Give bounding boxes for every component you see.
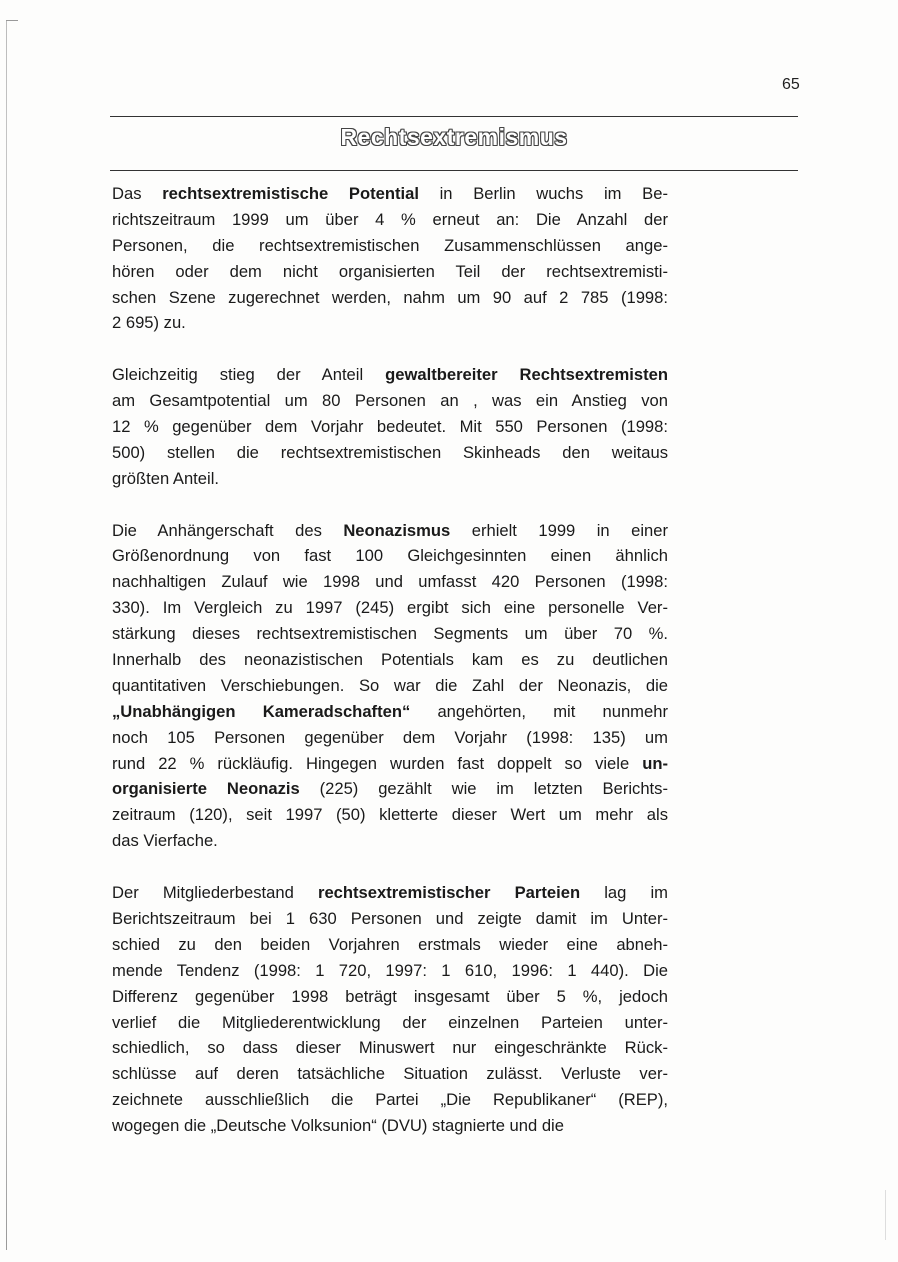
scan-corner-mark <box>6 20 18 21</box>
paragraph <box>112 518 668 855</box>
text-line <box>112 725 668 751</box>
text-segment: schlüsse auf deren tatsächliche Situation zulässt. Verluste ver- <box>112 1064 668 1084</box>
text-segment: stärkung dieses rechtsextremistischen Segments um über 70 %. <box>112 624 668 644</box>
text-line <box>112 984 668 1010</box>
text-line <box>112 569 668 595</box>
header-rule-top <box>110 116 798 117</box>
text-line <box>112 233 668 259</box>
bold-term: rechtsextremistischer Parteien <box>317 883 581 903</box>
header-rule-bottom <box>110 170 798 171</box>
text-segment: zeitraum (120), seit 1997 (50) kletterte dieser Wert um mehr als <box>112 805 668 825</box>
text-segment: angehörten, mit nunmehr <box>410 701 668 721</box>
text-line <box>112 932 668 958</box>
text-segment: rund 22 % rückläufig. Hingegen wurden fast doppelt so viele <box>112 753 643 773</box>
text-line <box>112 285 668 311</box>
text-segment: in Berlin wuchs im Be- <box>418 184 668 203</box>
text-line <box>112 673 668 699</box>
text-segment: zeichnete ausschließlich die Partei „Die Republikaner“ (REP), <box>112 1090 668 1110</box>
text-segment: wogegen die „Deutsche Volksunion“ (DVU) stagnierte und die <box>112 1116 564 1136</box>
text-line <box>112 699 668 725</box>
text-line <box>112 958 668 984</box>
text-segment: mende Tendenz (1998: 1 720, 1997: 1 610, 1996: 1 440). Die <box>112 960 668 980</box>
text-line <box>112 1113 668 1139</box>
text-line <box>112 1061 668 1087</box>
text-segment: Die Anhängerschaft des <box>112 520 344 540</box>
text-segment: schied zu den beiden Vorjahren erstmals wieder eine abneh- <box>112 934 668 954</box>
text-line <box>112 828 668 854</box>
paragraph <box>112 362 668 491</box>
scan-edge-right <box>885 1190 886 1240</box>
text-segment: Gleichzeitig stieg der Anteil <box>112 365 386 385</box>
text-segment: Größenordnung von fast 100 Gleichgesinnten einen ähnlich <box>112 546 668 566</box>
text-segment: richtszeitraum 1999 um über 4 % erneut an: Die Anzahl der <box>112 209 668 229</box>
text-line <box>112 880 668 906</box>
text-segment: 330). Im Vergleich zu 1997 (245) ergibt sich eine personelle Ver- <box>112 598 668 618</box>
text-segment: Innerhalb des neonazistischen Potentials kam es zu deutlichen <box>112 650 668 670</box>
scan-edge-left <box>6 20 7 1250</box>
text-segment: das Vierfache. <box>112 831 218 851</box>
text-segment: nachhaltigen Zulauf wie 1998 und umfasst 420 Personen (1998: <box>112 572 668 592</box>
bold-term: „Unabhängigen Kameradschaften“ <box>112 701 411 721</box>
bold-term: Neonazismus <box>343 520 451 540</box>
text-segment: (225) gezählt wie im letzten Berichts- <box>299 779 668 799</box>
text-line <box>112 1035 668 1061</box>
text-line <box>112 802 668 828</box>
text-line <box>112 776 668 802</box>
text-line <box>112 362 668 388</box>
text-line <box>112 751 668 777</box>
text-segment: 12 % gegenüber dem Vorjahr bedeutet. Mit 550 Personen (1998: <box>112 417 668 437</box>
page-number: 65 <box>782 76 800 93</box>
text-segment: am Gesamtpotential um 80 Personen an , was ein Anstieg von <box>112 391 668 411</box>
text-segment: 500) stellen die rechtsextremistischen Skinheads den weitaus <box>112 442 668 462</box>
text-line <box>112 647 668 673</box>
text-line <box>112 414 668 440</box>
text-segment: Differenz gegenüber 1998 beträgt insgesamt über 5 %, jedoch <box>112 986 668 1006</box>
text-segment: Berichtszeitraum bei 1 630 Personen und zeigte damit im Unter- <box>112 908 668 928</box>
text-segment: noch 105 Personen gegenüber dem Vorjahr (1998: 135) um <box>112 727 668 747</box>
text-line <box>112 906 668 932</box>
text-segment: Der Mitgliederbestand <box>112 883 318 903</box>
text-line <box>112 466 668 492</box>
text-line <box>112 543 668 569</box>
bold-term: rechtsextremistische Potential <box>162 184 419 203</box>
text-segment: quantitativen Verschiebungen. So war die Zahl der Neonazis, die <box>112 675 668 695</box>
text-segment: Das <box>112 184 163 203</box>
text-segment: schen Szene zugerechnet werden, nahm um 90 auf 2 785 (1998: <box>112 287 668 307</box>
text-line <box>112 207 668 233</box>
paragraph <box>112 181 668 336</box>
text-segment: erhielt 1999 in einer <box>450 520 668 540</box>
paragraph <box>112 880 668 1139</box>
text-line <box>112 181 668 207</box>
text-segment: hören oder dem nicht organisierten Teil der rechtsextremisti- <box>112 261 668 281</box>
text-line <box>112 310 668 336</box>
bold-term: gewaltbereiter Rechtsextremisten <box>385 365 668 385</box>
text-line <box>112 518 668 544</box>
text-line <box>112 1010 668 1036</box>
text-segment: 2 695) zu. <box>112 313 186 333</box>
text-line <box>112 388 668 414</box>
bold-term: un- <box>642 753 668 773</box>
text-segment: lag im <box>580 883 668 903</box>
text-segment: größten Anteil. <box>112 468 220 488</box>
bold-term: organisierte Neonazis <box>112 779 300 799</box>
text-line <box>112 440 668 466</box>
text-line <box>112 259 668 285</box>
text-line <box>112 595 668 621</box>
text-line <box>112 621 668 647</box>
text-segment: verlief die Mitgliederentwicklung der einzelnen Parteien unter- <box>112 1012 668 1032</box>
body-text <box>112 181 668 1165</box>
text-line <box>112 1087 668 1113</box>
text-segment: schiedlich, so dass dieser Minuswert nur eingeschränkte Rück- <box>112 1038 668 1058</box>
section-title: Rechtsextremismus <box>340 124 568 150</box>
text-segment: Personen, die rechtsextremistischen Zusammenschlüssen ange- <box>112 235 668 255</box>
